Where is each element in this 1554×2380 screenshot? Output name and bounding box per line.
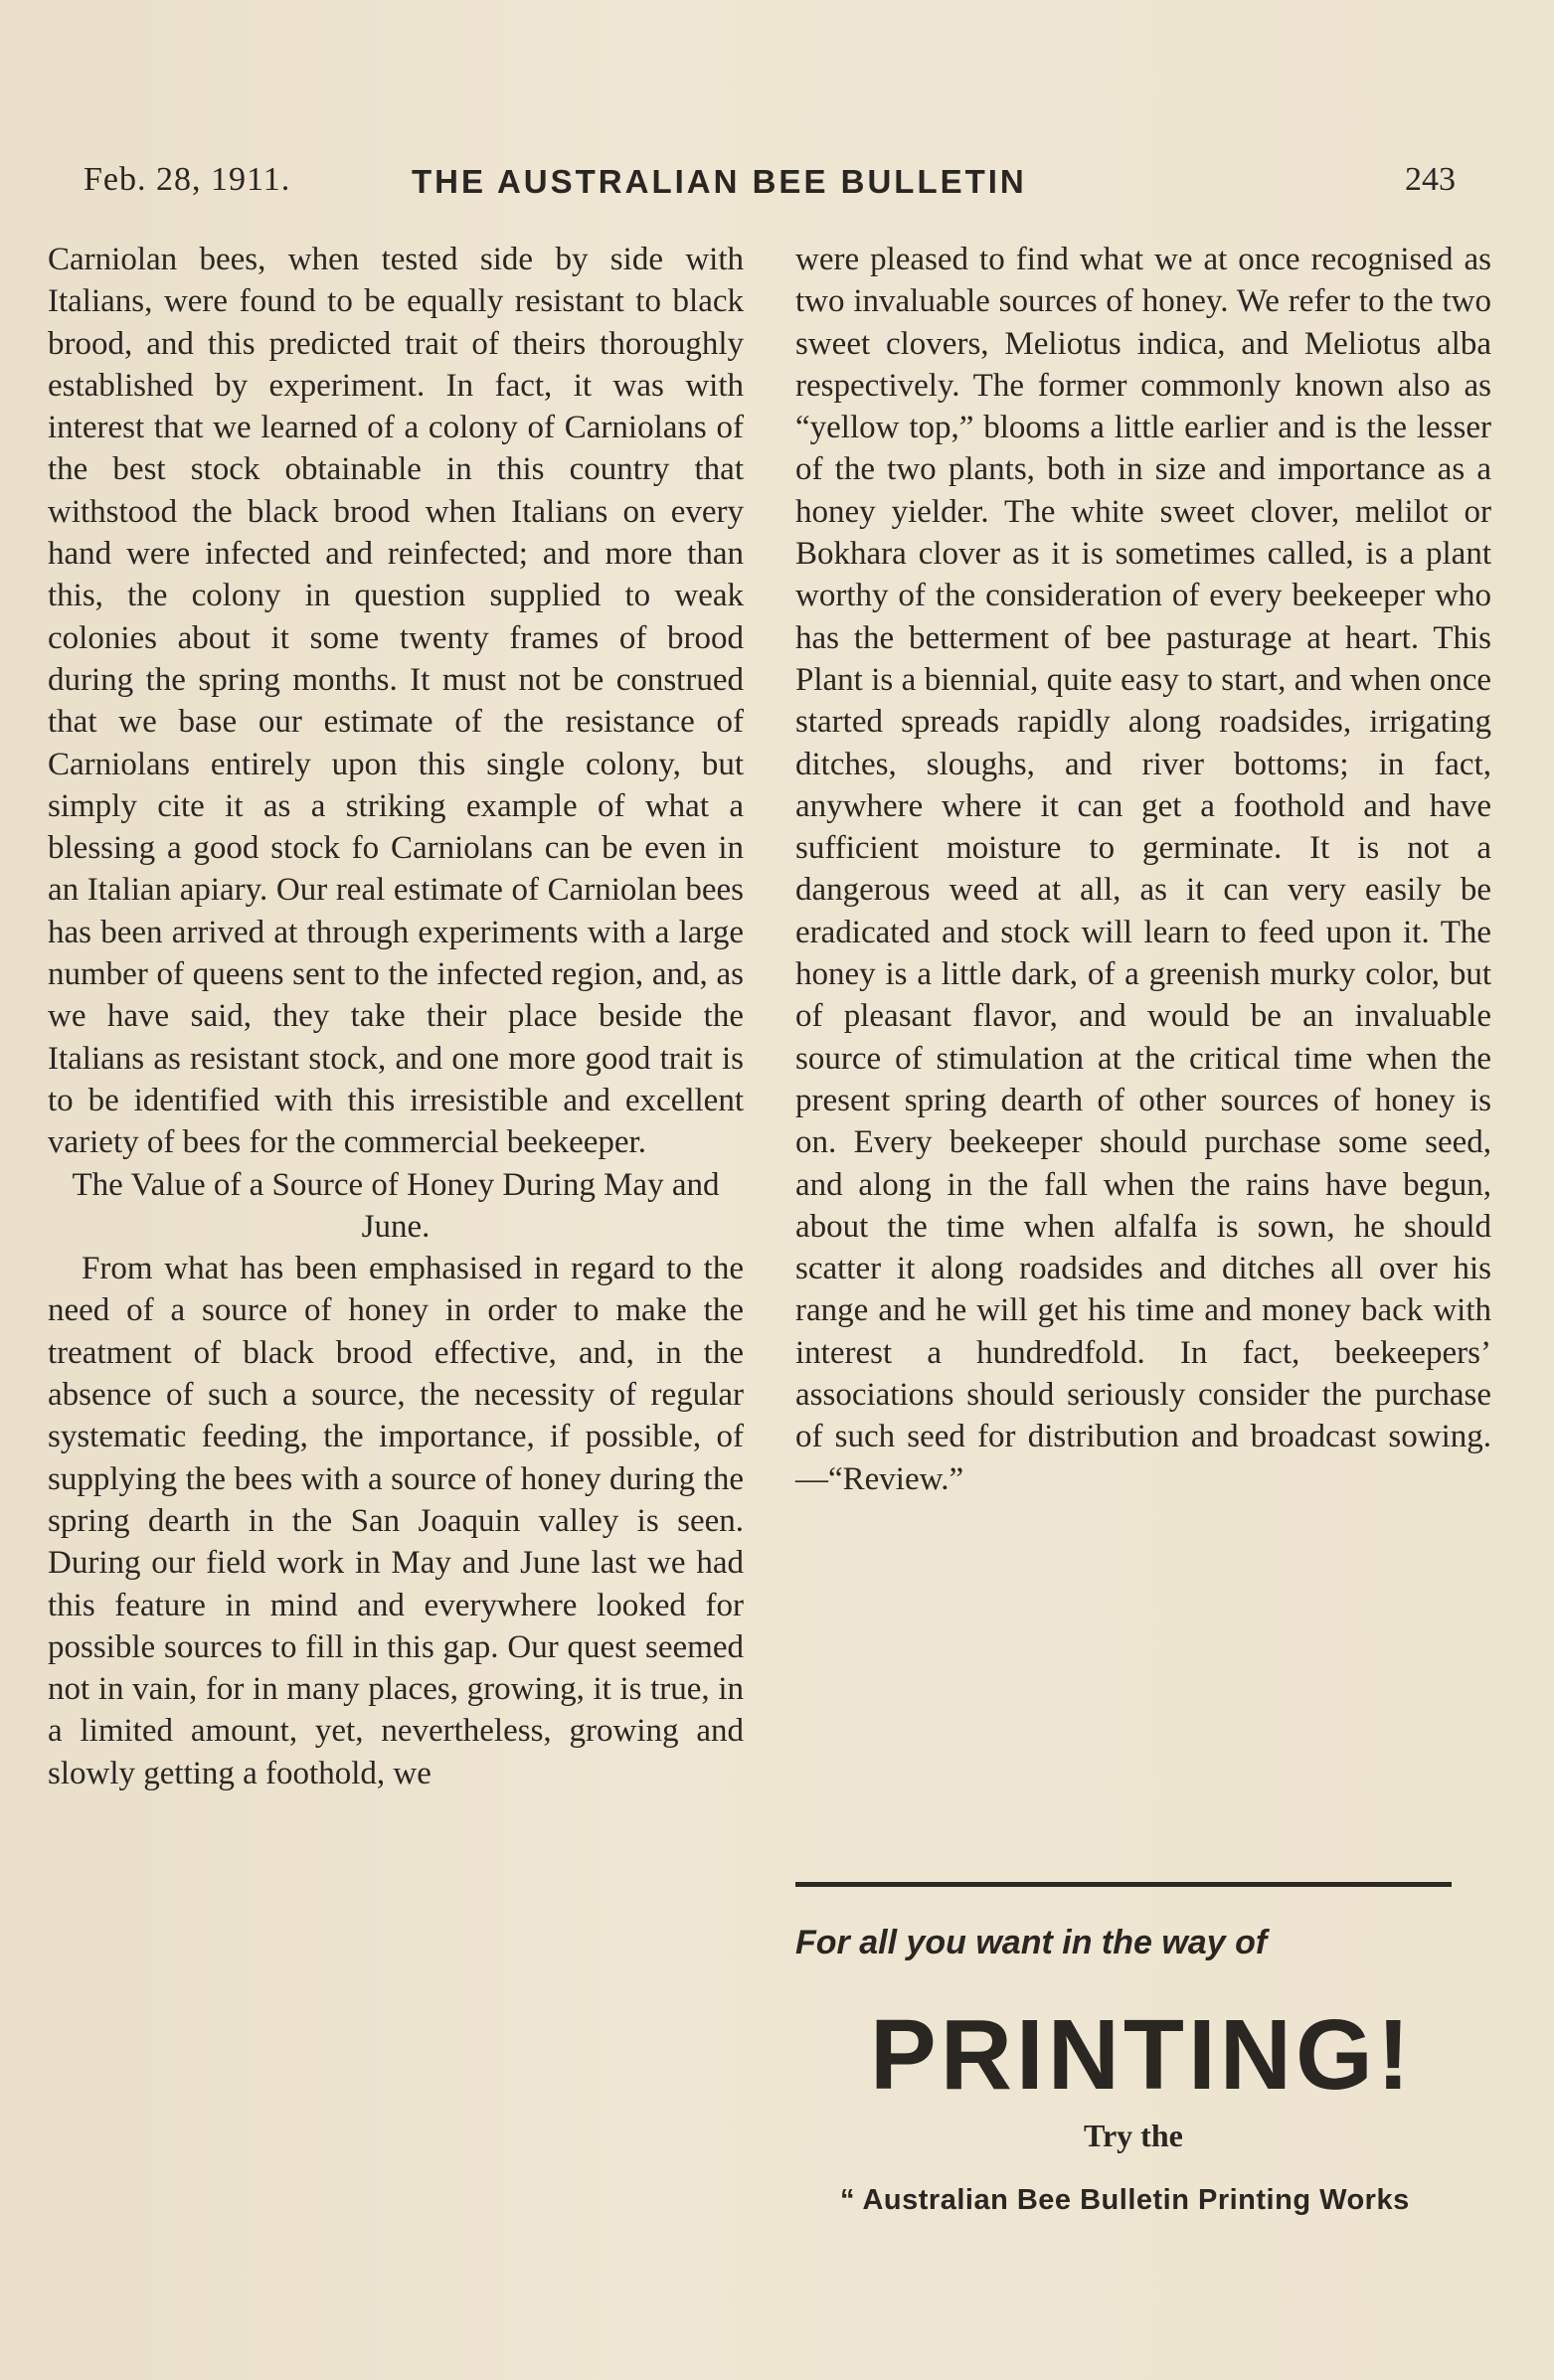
article-paragraph: Carniolan bees, when tested side by side with Italians, were found to be equally resistant to black brood, and this predicted trait of theirs thoroughly established by experiment. In fact, it was with interest that we learned of a colony of Carniolans of the best stock obtainable in this country that withstood the black brood when Italians on every hand were infected and reinfected; and more than this, the colony in question supplied to weak colonies about it some twenty frames of brood during the spring months. It must not be construed that we base our estimate of the resistance of Carniolans entirely upon this single colony, but simply cite it as a striking example of what a blessing a good stock fo Carniolans can be even in an Italian apiary. Our real estimate of Carniolan bees has been arrived at through experiments with a large number of queens sent to the infected region, and, as we have said, they take their place beside the Italians as resistant stock, and one more good trait is to be identified with this irresistible and excellent variety of bees for the commercial beekeeper. [48,242,744,1161]
article-paragraph: From what has been emphasised in regard to the need of a source of honey in order to make the treatment of black brood effective, and, in the absence of such a source, the necessity of regular systematic feeding, the importance, if possible, of supplying the bees with a source of honey during the spring dearth in the San Joaquin valley is seen. During our field work in May and June last we had this feature in mind and everywhere looked for possible sources to fill in this gap. Our quest seemed not in vain, for in many places, growing, it is true, in a limited amount, yet, nevertheless, growing and slowly getting a foothold, we [48,1251,744,1791]
ad-tagline: For all you want in the way of [795,1924,1268,1961]
right-column [795,239,1491,1500]
page-number: 243 [1405,161,1456,198]
left-column [48,239,744,1794]
ad-headline: PRINTING! [870,1999,1415,2111]
divider-rule [795,1882,1452,1887]
ad-try-line: Try the [1084,2118,1183,2153]
running-header [84,157,1456,207]
ad-printer-name: “ Australian Bee Bulletin Printing Works [840,2184,1410,2216]
issue-date: Feb. 28, 1911. [84,161,291,198]
article-paragraph: were pleased to find what we at once recognised as two invaluable sources of honey. We refer to the two sweet clovers, Meliotus indica, and Meliotus alba respectively. The former commonly known also as “yellow top,” blooms a little earlier and is the lesser of the two plants, both in size and importance as a honey yielder. The white sweet clover, melilot or Bokhara clover as it is sometimes called, is a plant worthy of the consideration of every beekeeper who has the betterment of bee pasturage at heart. This Plant is a biennial, quite easy to start, and when once started spreads rapidly along roadsides, irrigating ditches, sloughs, and river bottoms; in fact, anywhere where it can get a foothold and have sufficient moisture to germinate. It is not a dangerous weed at all, as it can very easily be eradicated and stock will learn to feed upon it. The honey is a little dark, of a greenish murky color, but of pleasant flavor, and would be an invaluable source of stimulation at the critical time when the present spring dearth of other sources of honey is on. Every beekeeper should purchase some seed, and along in the fall when the rains have begun, about the time when alfalfa is sown, he should scatter it along roadsides and ditches all over his range and he will get his time and money back with interest a hundredfold. In fact, beekeepers’ associations should seriously consider the purchase of such seed for distribution and broadcast sowing.—“Review.” [795,242,1491,1497]
section-heading: The Value of a Source of Honey During May and June. [72,1166,720,1245]
publication-title: THE AUSTRALIAN BEE BULLETIN [412,163,1027,200]
